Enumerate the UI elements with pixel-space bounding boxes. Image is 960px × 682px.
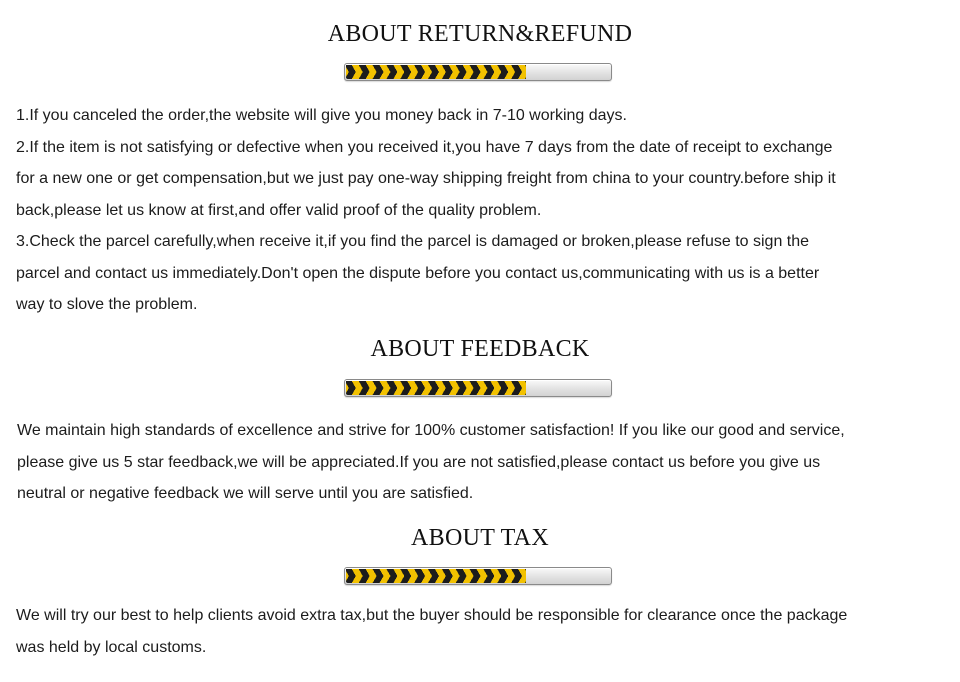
refund-line: parcel and contact us immediately.Don't open the dispute before you contact us,communicating with us is a better [16,264,820,282]
tax-heading: ABOUT TAX [411,525,549,551]
feedback-progress-fill [346,381,526,395]
tax-text [16,600,956,663]
refund-heading: ABOUT RETURN&REFUND [327,21,633,47]
feedback-line: We maintain high standards of excellence and strive for 100% customer satisfaction! If you like our good and service, [17,422,845,439]
feedback-heading: ABOUT FEEDBACK [370,336,590,362]
feedback-line: please give us 5 star feedback,we will be appreciated.If you are not satisfied,please contact us before you give us [17,453,821,471]
refund-line: 3.Check the parcel carefully,when receive it,if you find the parcel is damaged or broken,please refuse to sign the [16,233,810,250]
refund-line: 1.If you canceled the order,the website will give you money back in 7-10 working days. [16,107,627,124]
tax-progress-bar [344,567,612,585]
refund-progress-bar [344,63,612,81]
refund-progress-fill [346,65,526,79]
tax-line: We will try our best to help clients avoid extra tax,but the buyer should be responsible for clearance once the package [16,607,848,624]
refund-line: for a new one or get compensation,but we just pay one-way shipping freight from china to your country.before ship it [16,170,836,187]
refund-line: back,please let us know at first,and offer valid proof of the quality problem. [16,201,542,219]
feedback-line: neutral or negative feedback we will serve until you are satisfied. [17,485,474,502]
refund-line: way to slove the problem. [16,296,198,313]
tax-progress-fill [346,569,526,583]
refund-text [16,100,956,321]
feedback-text [17,415,957,510]
refund-line: 2.If the item is not satisfying or defective when you received it,you have 7 days from the date of receipt to exchange [16,138,833,156]
feedback-progress-bar [344,379,612,397]
tax-line: was held by local customs. [16,638,207,656]
